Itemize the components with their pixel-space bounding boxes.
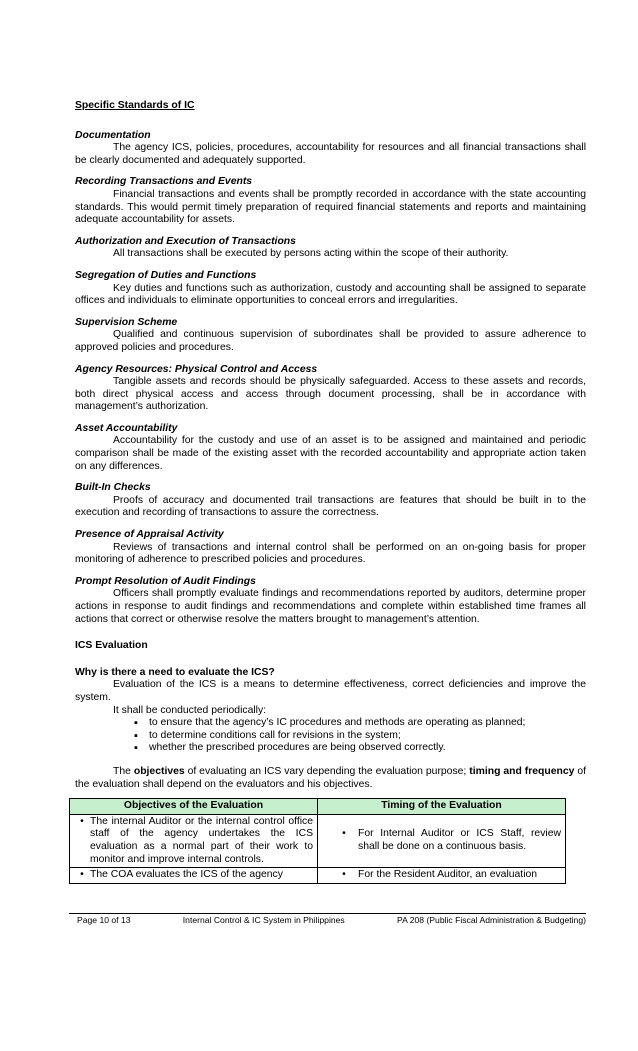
- table-cell: [318, 868, 566, 884]
- objectives-text: of the evaluation shall depend on the evaluators and his objectives.: [75, 765, 586, 790]
- section-title: Supervision Scheme: [75, 316, 178, 328]
- objectives-text: of evaluating an ICS vary depending the evaluation purpose;: [184, 765, 470, 777]
- cell-text: The COA evaluates the ICS of the agency: [90, 869, 283, 881]
- section-text: The agency ICS, policies, procedures, accountability for resources and all financial transactions shall be clearly documented and adequately supported.: [75, 142, 586, 166]
- section-segregation: [75, 270, 586, 308]
- table-cell: [70, 814, 318, 867]
- footer-page-number: Page 10 of 13: [77, 915, 131, 925]
- section-supervision: [75, 317, 586, 355]
- objectives-emphasis: objectives: [133, 765, 185, 777]
- ics-evaluation-heading: ICS Evaluation: [75, 640, 148, 652]
- list-item: ▪ whether the prescribed procedures are being observed correctly.: [134, 742, 586, 755]
- section-title: Built-In Checks: [75, 482, 151, 494]
- footer-title: Internal Control & IC System in Philippines: [182, 915, 345, 925]
- list-item: ▪ to ensure that the agency’s IC procedures and methods are operating as planned;: [134, 717, 586, 730]
- section-title: Asset Accountability: [75, 422, 178, 434]
- section-built-in-checks: [75, 482, 586, 520]
- section-title: Prompt Resolution of Audit Findings: [75, 575, 256, 587]
- section-text: Reviews of transactions and internal control shall be performed on an on-going basis for proper monitoring of adherence to prescribed policies and procedures.: [75, 541, 586, 566]
- section-appraisal: [75, 529, 586, 567]
- section-title: Segregation of Duties and Functions: [75, 269, 257, 281]
- timing-emphasis: timing and frequency: [469, 765, 575, 777]
- list-item: ▪ to determine conditions call for revisions in the system;: [134, 730, 586, 743]
- section-recording: [75, 176, 586, 226]
- section-agency-resources: [75, 364, 586, 414]
- table-cell: [70, 868, 318, 884]
- section-text: Proofs of accuracy and documented trail transactions are features that should be built in to the execution and recording of transactions to assure the correctness.: [75, 494, 586, 519]
- bullet-icon: •: [342, 869, 346, 881]
- cell-text: For the Resident Auditor, an evaluation: [358, 869, 538, 881]
- cell-text: The internal Auditor or the internal control office staff of the agency undertakes the ICS evaluation as a normal part of their work to monitor and improve internal controls.: [90, 815, 313, 865]
- section-title: Recording Transactions and Events: [75, 176, 253, 188]
- objectives-text: The: [113, 765, 134, 777]
- cell-text: For Internal Auditor or ICS Staff, review shall be done on a continuous basis.: [358, 828, 561, 852]
- footer-course: PA 208 (Public Fiscal Administration & Budgeting): [396, 915, 586, 925]
- section-authorization: [75, 236, 586, 261]
- section-text: Qualified and continuous supervision of subordinates shall be provided to assure adherence to approved policies and procedures.: [75, 329, 586, 353]
- ics-question: Why is there a need to evaluate the ICS?: [75, 666, 275, 678]
- ics-answer: Evaluation of the ICS is a means to determine effectiveness, correct deficiencies and improve the system.: [75, 679, 586, 703]
- document-page: [75, 100, 586, 884]
- section-title: Documentation: [75, 129, 151, 141]
- periodic-intro: It shall be conducted periodically:: [113, 704, 267, 716]
- section-title: Agency Resources: Physical Control and Access: [75, 363, 318, 375]
- section-text: All transactions shall be executed by persons acting within the scope of their authority.: [113, 248, 509, 260]
- bullet-icon: •: [80, 869, 84, 881]
- bullet-icon: •: [342, 828, 346, 840]
- column-header: Timing of the Evaluation: [318, 799, 566, 815]
- evaluation-table: [69, 798, 566, 884]
- section-documentation: [75, 130, 586, 168]
- bullet-icon: •: [80, 815, 84, 827]
- table-header-row: [70, 799, 566, 815]
- section-text: Officers shall promptly evaluate findings and recommendations reported by auditors, determine proper actions in response to audit findings and recommendations and complete within established time frames all actions that correct or otherwise resolve the matters brought to management’s attention.: [75, 588, 586, 625]
- objectives-paragraph: [75, 766, 586, 791]
- section-text: Accountability for the custody and use of an asset is to be assigned and maintained and periodic comparison shall be made of the existing asset with the recorded accountability and appropriate action taken on any differences.: [75, 435, 586, 472]
- table-row: [70, 868, 566, 884]
- section-asset-accountability: [75, 423, 586, 473]
- section-title: Presence of Appraisal Activity: [75, 529, 224, 541]
- periodic-list: [75, 717, 586, 755]
- column-header: Objectives of the Evaluation: [70, 799, 318, 815]
- table-cell: [318, 814, 566, 867]
- section-text: Financial transactions and events shall be promptly recorded in accordance with the state accounting standards. This would permit timely preparation of required financial statements and reports and maintaining adequate accountability for assets.: [75, 188, 586, 226]
- section-text: Tangible assets and records should be physically safeguarded. Access to these assets and records, both direct physical access and access through document processing, shall be in accordance with management’s authorization.: [75, 376, 586, 413]
- page-heading: Specific Standards of IC: [75, 100, 195, 111]
- page-footer: [69, 913, 586, 925]
- table-row: [70, 814, 566, 867]
- section-title: Authorization and Execution of Transactions: [75, 235, 296, 247]
- section-text: Key duties and functions such as authorization, custody and accounting shall be assigned to separate offices and individuals to eliminate opportunities to conceal errors and irregularities.: [75, 282, 586, 307]
- section-audit-findings: [75, 576, 586, 626]
